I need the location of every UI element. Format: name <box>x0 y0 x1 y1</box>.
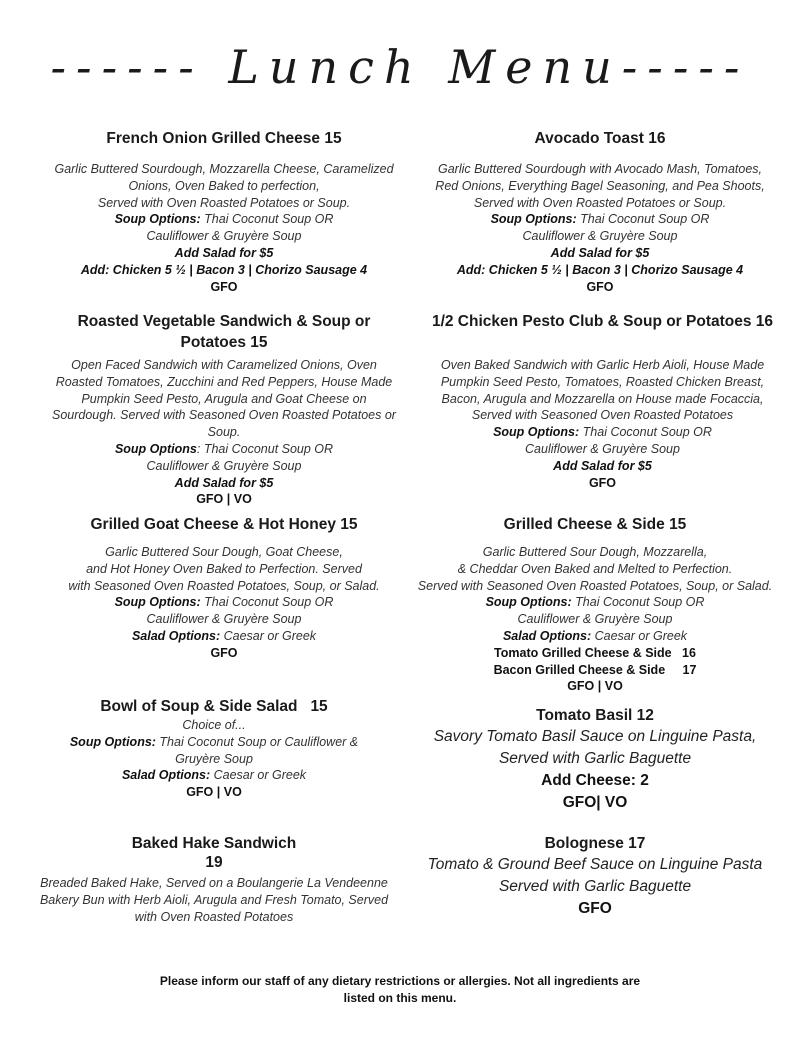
item-desc-4: Sourdough. Served with Seasoned Oven Roasted Potatoes or <box>52 408 396 423</box>
soup-options-text: Thai Coconut Soup or Cauliflower & <box>155 734 359 749</box>
item-desc-3: with Oven Roasted Potatoes <box>134 909 294 924</box>
item-desc-2: Served with Garlic Baguette <box>498 750 692 767</box>
item-desc-3: Served with Oven Roasted Potatoes or Soup. <box>97 195 351 210</box>
dietary-tag: GFO <box>586 279 614 294</box>
item-name-line-1: Baked Hake Sandwich <box>131 835 297 852</box>
item-desc-1: Garlic Buttered Sour Dough, Goat Cheese, <box>105 545 343 559</box>
variant-tomato: Tomato Grilled Cheese & Side 16 <box>494 645 696 660</box>
item-name: Tomato Basil 12 <box>536 707 654 724</box>
allergy-notice <box>140 973 660 1007</box>
soup-options-text: Thai Coconut Soup OR <box>576 212 710 227</box>
item-desc-1: Open Faced Sandwich with Caramelized Onions, Oven <box>71 358 377 372</box>
item-desc-1: Garlic Buttered Sourdough with Avocado Mash, Tomatoes, <box>437 162 763 176</box>
item-name-line-2: 19 <box>205 854 223 871</box>
soup-options-label: Soup Options: <box>485 595 572 610</box>
dietary-tag: GFO <box>210 279 238 294</box>
item-desc-1: Breaded Baked Hake, Served on a Boulangerie La Vendeenne <box>40 876 388 890</box>
add-ons: Add: Chicken 5 ½ | Bacon 3 | Chorizo Sausage 4 <box>80 262 368 277</box>
item-name-line-2: Potatoes 15 <box>180 334 268 351</box>
soup-options-text-2: Cauliflower & Gruyère Soup <box>525 441 680 456</box>
dietary-tag: GFO | VO <box>567 679 623 694</box>
dietary-tag: GFO <box>210 645 238 660</box>
item-desc-2: Served with Garlic Baguette <box>498 878 692 895</box>
item-desc-2: Pumpkin Seed Pesto, Tomatoes, Roasted Chicken Breast, <box>440 374 765 389</box>
item-desc-2: & Cheddar Oven Baked and Melted to Perfection. <box>457 561 733 576</box>
menu-item-french-onion <box>24 128 424 295</box>
menu-title: ------ Lunch Menu----- <box>50 40 750 94</box>
soup-options-label: Soup Options: <box>69 734 156 749</box>
soup-options-label: Soup Options: <box>114 595 201 610</box>
add-salad: Add Salad for $5 <box>553 458 652 473</box>
item-desc-1: Tomato & Ground Beef Sauce on Linguine Pasta <box>427 856 763 873</box>
soup-options-text-2: Cauliflower & Gruyère Soup <box>146 612 302 627</box>
variant-bacon: Bacon Grilled Cheese & Side 17 <box>493 662 697 677</box>
item-name: Bolognese 17 <box>544 835 646 852</box>
soup-options-text: Thai Coconut Soup OR <box>200 595 334 610</box>
item-desc-4: Served with Seasoned Oven Roasted Potatoes <box>471 408 734 423</box>
item-desc-5: Soup. <box>207 425 241 440</box>
add-salad: Add Salad for $5 <box>174 475 274 490</box>
item-desc-2: and Hot Honey Oven Baked to Perfection. Served <box>86 561 362 576</box>
menu-item-avocado-toast <box>400 128 800 295</box>
item-desc-1: Garlic Buttered Sourdough, Mozzarella Cheese, Caramelized <box>54 162 394 176</box>
soup-options-text-2: Cauliflower & Gruyère Soup <box>146 458 302 473</box>
soup-options-label: Soup Options: <box>493 425 580 440</box>
item-desc-2: Red Onions, Everything Bagel Seasoning, and Pea Shoots, <box>435 178 765 193</box>
item-name: 1/2 Chicken Pesto Club & Soup or Potatoes 16 <box>431 313 774 330</box>
item-name: Bowl of Soup & Side Salad 15 <box>100 698 328 715</box>
soup-options-text: Thai Coconut Soup OR <box>579 425 712 440</box>
dietary-tag: GFO| VO <box>562 794 628 811</box>
soup-options-text: : Thai Coconut Soup OR <box>196 441 334 456</box>
item-desc-3: Served with Seasoned Oven Roasted Potatoes, Soup, or Salad. <box>417 578 773 593</box>
soup-options-text-2: Cauliflower & Gruyère Soup <box>517 612 673 627</box>
allergy-notice-line-2: listed on this menu. <box>343 991 457 1005</box>
soup-options-text-2: Cauliflower & Gruyère Soup <box>522 229 678 244</box>
add-ons: Add: Chicken 5 ½ | Bacon 3 | Chorizo Sausage 4 <box>456 262 744 277</box>
item-desc-1: Garlic Buttered Sour Dough, Mozzarella, <box>482 545 708 559</box>
salad-options-label: Salad Options: <box>121 768 211 783</box>
item-name: French Onion Grilled Cheese 15 <box>106 130 342 147</box>
soup-options-label: Soup Options: <box>114 212 201 227</box>
dietary-tag: GFO | VO <box>186 785 242 800</box>
menu-item-goat-cheese <box>24 514 424 662</box>
add-salad: Add Salad for $5 <box>550 245 650 260</box>
salad-options-text: Caesar or Greek <box>220 628 317 643</box>
item-desc-3: with Seasoned Oven Roasted Potatoes, Soup, or Salad. <box>68 578 380 593</box>
salad-options-text: Caesar or Greek <box>210 768 307 783</box>
item-name: Avocado Toast 16 <box>534 130 666 147</box>
menu-item-soup-salad <box>14 696 414 801</box>
item-desc-2: Bakery Bun with Herb Aioli, Arugula and Fresh Tomato, Served <box>39 892 389 907</box>
soup-options-text-2: Cauliflower & Gruyère Soup <box>146 229 302 244</box>
soup-options-label: Soup Options: <box>490 212 577 227</box>
item-desc-2: Onions, Oven Baked to perfection, <box>128 178 320 193</box>
item-desc-3: Served with Oven Roasted Potatoes or Soup. <box>473 195 727 210</box>
dietary-tag: GFO <box>588 475 617 490</box>
item-name: Grilled Goat Cheese & Hot Honey 15 <box>90 516 358 533</box>
item-desc-3: Bacon, Arugula and Mozzarella on House made Focaccia, <box>441 391 764 406</box>
item-name-line-1: Roasted Vegetable Sandwich & Soup or <box>77 313 371 330</box>
allergy-notice-line-1: Please inform our staff of any dietary restrictions or allergies. Not all ingredients are <box>159 974 641 988</box>
soup-options-text: Thai Coconut Soup OR <box>571 595 705 610</box>
add-salad: Add Salad for $5 <box>174 245 274 260</box>
salad-options-label: Salad Options: <box>502 628 592 643</box>
menu-item-chicken-pesto-club <box>405 311 800 491</box>
add-cheese: Add Cheese: 2 <box>541 772 649 789</box>
menu-item-roasted-vegetable <box>24 311 424 508</box>
salad-options-text: Caesar or Greek <box>591 628 688 643</box>
item-desc-3: Pumpkin Seed Pesto, Arugula and Goat Cheese on <box>81 391 367 406</box>
item-desc-2: Roasted Tomatoes, Zucchini and Red Peppers, House Made <box>55 374 393 389</box>
menu-item-baked-hake <box>14 833 414 925</box>
dietary-tag: GFO <box>578 900 612 917</box>
item-desc-1: Savory Tomato Basil Sauce on Linguine Pasta, <box>433 728 757 745</box>
dietary-tag: GFO | VO <box>196 492 252 507</box>
soup-options-text: Thai Coconut Soup OR <box>200 212 334 227</box>
item-desc-1: Oven Baked Sandwich with Garlic Herb Aioli, House Made <box>440 358 765 372</box>
menu-item-bolognese <box>395 833 795 920</box>
item-name: Grilled Cheese & Side 15 <box>503 516 687 533</box>
soup-options-label: Soup Options <box>114 441 197 456</box>
menu-item-grilled-cheese <box>395 514 795 695</box>
soup-options-text-2: Gruyère Soup <box>175 751 253 766</box>
menu-item-tomato-basil <box>395 705 795 814</box>
salad-options-label: Salad Options: <box>131 628 221 643</box>
choice-of: Choice of... <box>182 718 246 732</box>
